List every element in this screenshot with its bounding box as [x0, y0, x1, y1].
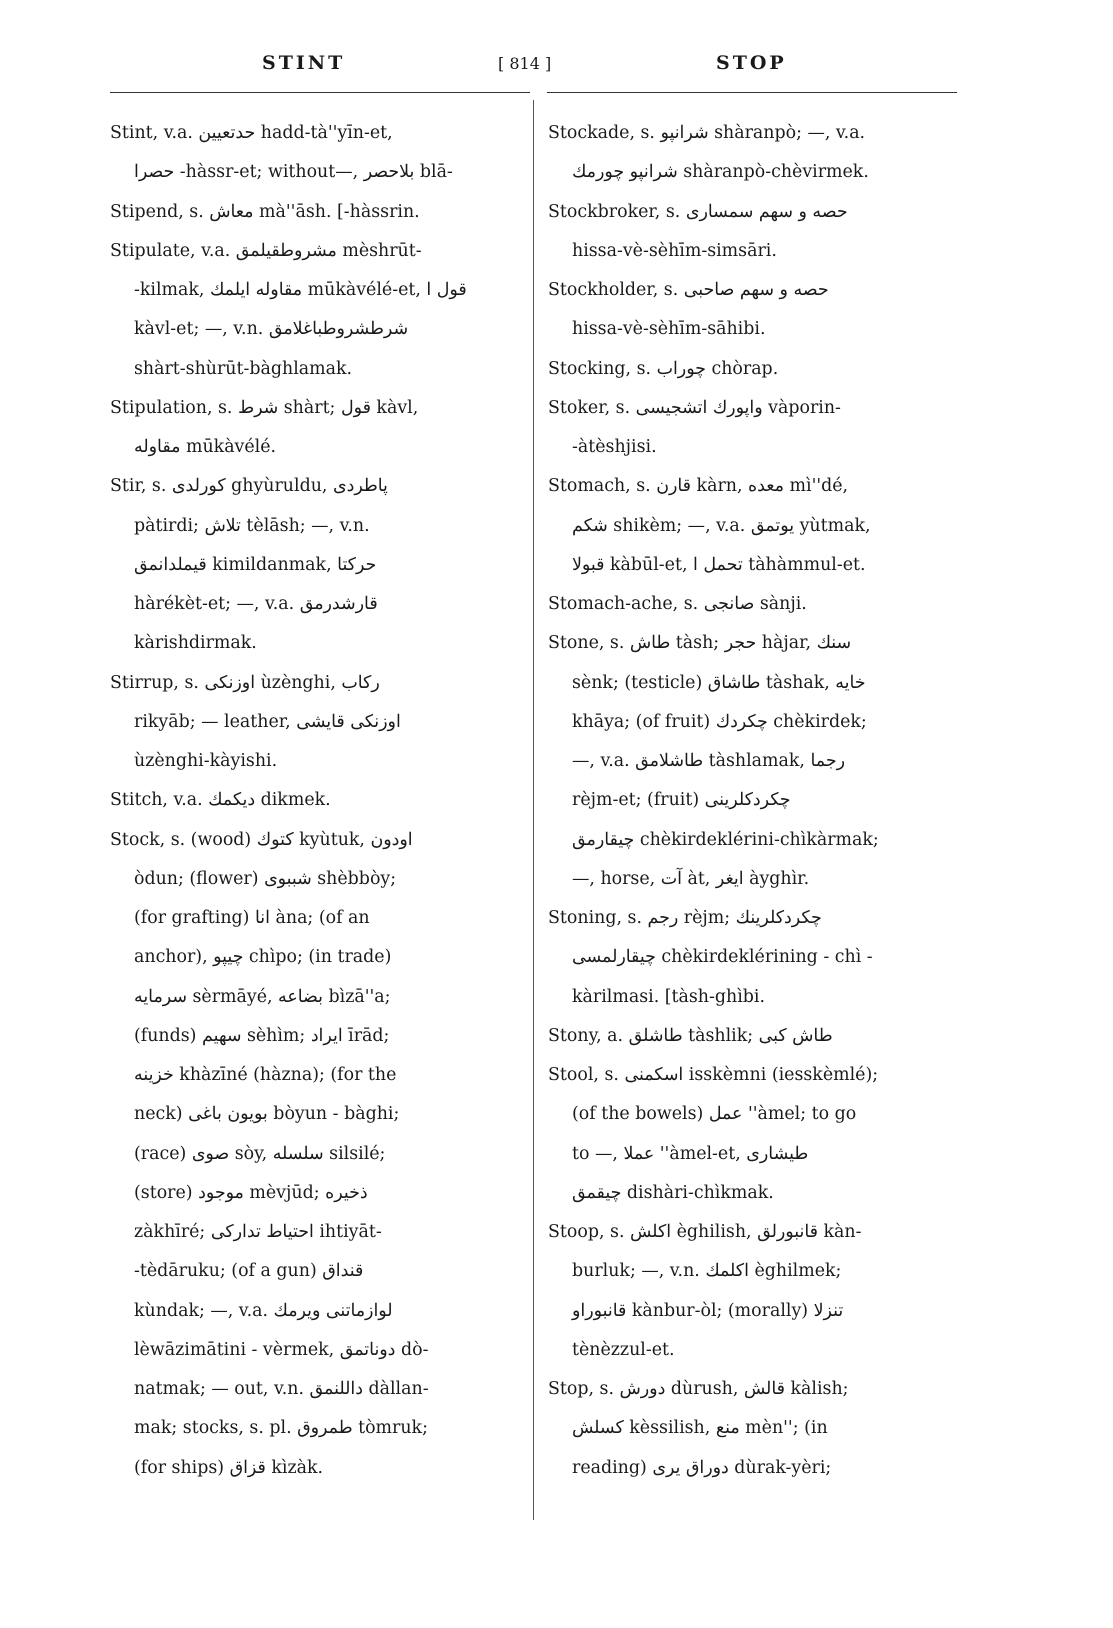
- dictionary-line: natmak; — out, v.n. داللنمق dàllan-: [134, 1379, 429, 1399]
- dictionary-line: (for ships) قزاق kìzàk.: [134, 1457, 324, 1478]
- dictionary-line: شكم shikèm; —, v.a. يوتمق yùtmak,: [572, 515, 871, 536]
- dictionary-line: Stockbroker, s. حصه و سهم سمسارى: [548, 201, 848, 222]
- dictionary-line: قانبوراو kànbur-òl; (morally) تنزلا: [572, 1300, 844, 1321]
- dictionary-line: mak; stocks, s. pl. طمروق tòmruk;: [134, 1418, 428, 1439]
- dictionary-line: Stipulation, s. شرط shàrt; قول kàvl,: [110, 397, 419, 418]
- dictionary-line: (funds) سهيم sèhìm; ايراد īrād;: [134, 1025, 390, 1046]
- dictionary-line: Stock, s. (wood) كتوك kyùtuk, اودون: [110, 829, 413, 850]
- dictionary-line: kàrilmasi. [tàsh-ghìbi.: [572, 986, 766, 1007]
- dictionary-line: Stir, s. كورلدى ghyùruldu, پاطردى: [110, 476, 388, 497]
- dictionary-line: (race) صوى sòy, سلسله silsilé;: [134, 1143, 386, 1164]
- header-right-guideword: STOP: [716, 52, 787, 74]
- column-divider: [533, 100, 534, 1520]
- dictionary-line: (of the bowels) عمل ''àmel; to go: [572, 1104, 857, 1125]
- dictionary-line: kàrishdirmak.: [134, 633, 257, 654]
- dictionary-line: -kilmak, مقاوله ايلمك mūkàvélé-et, قول ا: [134, 280, 467, 300]
- dictionary-line: قيملدانمق kimildanmak, حركتا: [134, 554, 377, 575]
- dictionary-line: to —, عملا ''àmel-et, طيشارى: [572, 1143, 809, 1164]
- dictionary-line: kàvl-et; —, v.n. شرطشروطباغلامق: [134, 319, 409, 340]
- dictionary-line: pàtirdi; تلاش tèlāsh; —, v.n.: [134, 515, 370, 536]
- right-column: [548, 114, 958, 1488]
- dictionary-line: lèwāzimātini - vèrmek, دوناتمق dò-: [134, 1339, 429, 1360]
- dictionary-line: سرمايه sèrmāyé, بضاعه bìzā''a;: [134, 986, 391, 1007]
- dictionary-line: Stone, s. طاش tàsh; حجر hàjar, سنك: [548, 633, 852, 654]
- dictionary-line: شرانپو چورمك shàranpò-chèvirmek.: [572, 162, 869, 183]
- dictionary-line: khāya; (of fruit) چكردك chèkirdek;: [572, 711, 867, 732]
- dictionary-line: Stirrup, s. اوزنكى ùzènghi, ركاب: [110, 672, 380, 693]
- dictionary-line: reading) دوراق يرى dùrak-yèri;: [572, 1457, 832, 1478]
- dictionary-line: Stoop, s. اكلش èghilish, قانبورلق kàn-: [548, 1222, 862, 1242]
- dictionary-line: zàkhīré; احتياط تداركى ihtiyāt-: [134, 1222, 382, 1242]
- dictionary-line: rikyāb; — leather, اوزنكى قايشى: [134, 711, 401, 732]
- dictionary-line: hissa-vè-sèhīm-sāhibi.: [572, 319, 766, 340]
- dictionary-line: (for grafting) انا àna; (of an: [134, 908, 370, 928]
- dictionary-line: مقاوله mūkàvélé.: [134, 437, 277, 457]
- dictionary-line: Stocking, s. چوراب chòrap.: [548, 358, 779, 379]
- dictionary-line: چيقارلمسى chèkirdeklérining - chì -: [572, 947, 873, 968]
- dictionary-line: Stoning, s. رجم rèjm; چكردكلرينك: [548, 908, 822, 928]
- dictionary-line: shàrt-shùrūt-bàghlamak.: [134, 358, 353, 379]
- dictionary-line: Stipend, s. معاش mà''āsh. [-hàssrin.: [110, 201, 420, 222]
- dictionary-line: òdun; (flower) شببوى shèbbòy;: [134, 868, 397, 889]
- dictionary-line: ùzènghi-kàyishi.: [134, 751, 278, 771]
- header-rule-left: [110, 92, 530, 93]
- dictionary-line: Stockholder, s. حصه و سهم صاحبى: [548, 280, 829, 300]
- dictionary-line: —, horse, آت àt, ايغر àyghìr.: [572, 868, 810, 889]
- dictionary-line: چيقمق dishàri-chìkmak.: [572, 1182, 774, 1203]
- dictionary-line: sènk; (testicle) طاشاق tàshak, خايه: [572, 672, 866, 693]
- dictionary-line: neck) بويون باغى bòyun - bàghi;: [134, 1104, 400, 1125]
- page-header: [110, 52, 970, 84]
- dictionary-line: rèjm-et; (fruit) چكردكلرينى: [572, 790, 791, 811]
- dictionary-line: Stony, a. طاشلق tàshlik; طاش كبى: [548, 1025, 833, 1046]
- dictionary-line: -tèdāruku; (of a gun) قنداق: [134, 1261, 364, 1282]
- dictionary-line: anchor), چيپو chìpo; (in trade): [134, 947, 392, 968]
- dictionary-line: Stomach-ache, s. صانجى sànji.: [548, 594, 807, 614]
- dictionary-line: burluk; —, v.n. اكلمك èghilmek;: [572, 1261, 842, 1282]
- dictionary-line: خزينه khàzīné (hàzna); (for the: [134, 1065, 397, 1085]
- left-column: [110, 114, 518, 1488]
- dictionary-line: Stomach, s. قارن kàrn, معده mì''dé,: [548, 476, 849, 497]
- dictionary-line: kùndak; —, v.a. لوازماتنى ويرمك: [134, 1300, 393, 1321]
- dictionary-line: كسلش kèssilish, منع mèn''; (in: [572, 1418, 828, 1439]
- dictionary-line: -àtèshjisi.: [572, 437, 657, 457]
- dictionary-line: hàrékèt-et; —, v.a. قارشدرمق: [134, 594, 378, 614]
- dictionary-line: tènèzzul-et.: [572, 1339, 675, 1360]
- dictionary-line: قبولا kàbūl-et, تحمل ا tàhàmmul-et.: [572, 554, 866, 575]
- dictionary-line: Stipulate, v.a. مشروطقيلمق mèshrūt-: [110, 240, 422, 261]
- dictionary-line: حصرا -hàssr-et; without—, بلاحصر blā-: [134, 162, 453, 183]
- dictionary-line: hissa-vè-sèhīm-simsāri.: [572, 240, 777, 261]
- header-rule-right: [547, 92, 957, 93]
- header-page-number: [ 814 ]: [498, 54, 552, 73]
- dictionary-line: Stool, s. اسكمنى isskèmni (iesskèmlé);: [548, 1065, 879, 1085]
- dictionary-line: Stop, s. دورش dùrush, قالش kàlish;: [548, 1379, 849, 1399]
- dictionary-line: چيقارمق chèkirdeklérini-chìkàrmak;: [572, 829, 879, 850]
- dictionary-line: (store) موجود mèvjūd; ذخيره: [134, 1182, 368, 1203]
- dictionary-line: Stoker, s. واپورك اتشجيسى vàporin-: [548, 397, 841, 418]
- dictionary-line: —, v.a. طاشلامق tàshlamak, رجما: [572, 751, 846, 771]
- dictionary-line: Stockade, s. شرانپو shàranpò; —, v.a.: [548, 123, 866, 143]
- header-left-guideword: STINT: [262, 52, 346, 74]
- dictionary-line: Stint, v.a. حدتعيين hadd-tà''yīn-et,: [110, 123, 393, 143]
- dictionary-line: Stitch, v.a. ديكمك dikmek.: [110, 790, 331, 811]
